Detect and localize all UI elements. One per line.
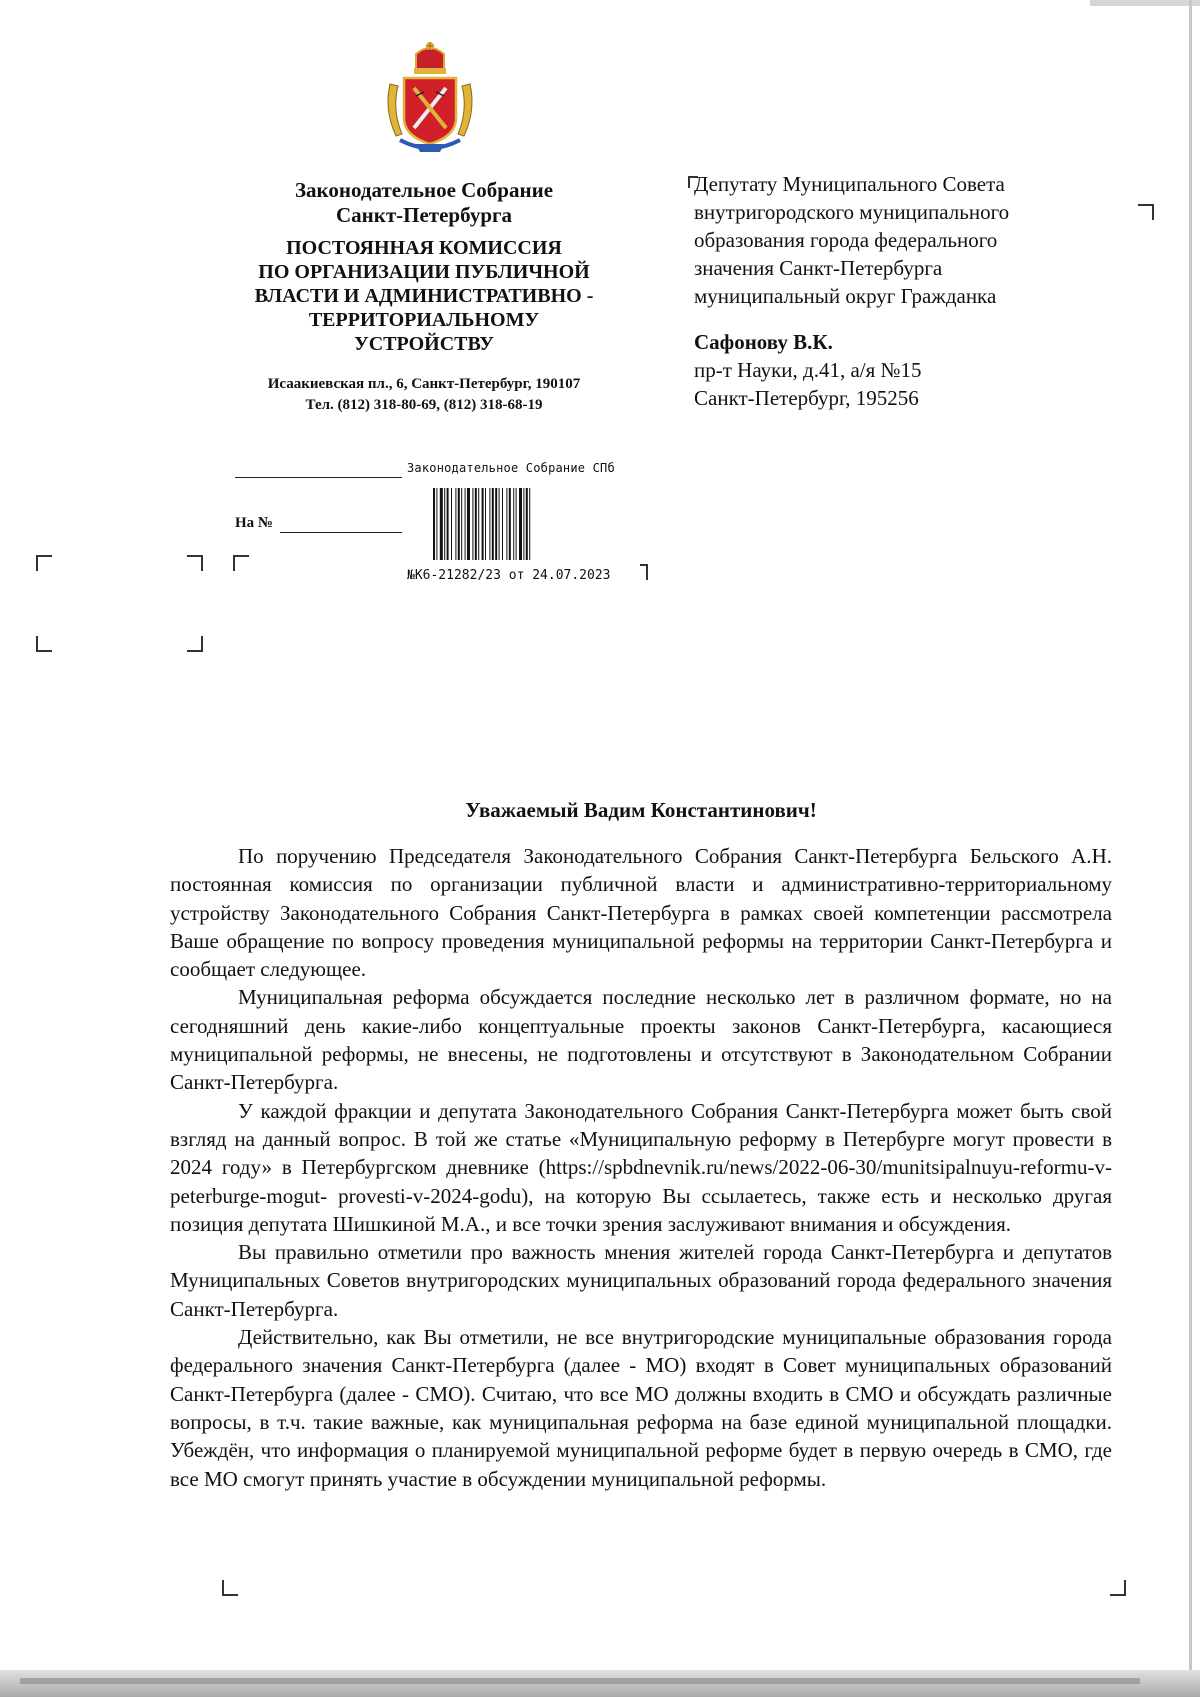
registration-stamp	[235, 455, 655, 595]
stamp-org-name: Законодательное Собрание СПб	[407, 461, 615, 475]
barcode-bar	[502, 488, 503, 560]
recipient-line: Депутату Муниципального Совета	[694, 172, 1005, 196]
barcode-bar	[516, 488, 517, 560]
crop-mark	[233, 555, 249, 571]
body-paragraph: По поручению Председателя Законодательного Собрания Санкт-Петербурга Бельского А.Н. постоянная комиссия по организации публичной власти и административно-территориальному устройству Законодательного Собрания Санкт-Петербурга в рамках своей компетенции рассмотрела Ваше обращение по вопросу проведения муниципальной реформы на территории Санкт-Петербурга и сообщает следующее.	[170, 844, 1112, 982]
barcode-bar	[467, 488, 470, 560]
salutation: Уважаемый Вадим Константинович!	[465, 798, 817, 822]
barcode-bar	[485, 488, 486, 560]
barcode-bar	[513, 488, 514, 560]
barcode-bar	[489, 488, 490, 560]
barcode-bar	[465, 488, 466, 560]
barcode-bar	[506, 488, 507, 560]
letterhead-phones: Тел. (812) 318-80-69, (812) 318-68-19	[305, 397, 543, 413]
letterhead-org-city: Санкт-Петербурга	[335, 203, 513, 227]
barcode-bar	[440, 488, 443, 560]
crop-mark	[36, 555, 52, 571]
commission-line: ВЛАСТИ И АДМИНИСТРАТИВНО -	[254, 285, 594, 307]
body-paragraph: Муниципальная реформа обсуждается последние несколько лет в различном формате, но на сегодняшний день какие-либо концептуальные проекты законов Санкт-Петербурга, касающиеся муниципальной реформы, не внесены, не подготовлены и отсутствуют в Законодательном Собрании Санкт-Петербурга.	[170, 985, 1112, 1095]
crop-mark	[187, 555, 203, 571]
barcode-bar	[523, 488, 524, 560]
crop-mark	[187, 636, 203, 652]
crop-mark	[36, 636, 52, 652]
barcode-bar	[472, 488, 473, 560]
recipient-line: внутригородского муниципального	[694, 200, 1010, 224]
reference-number-label: На №	[235, 515, 273, 531]
barcode-bar	[492, 488, 494, 560]
scan-edge-top	[1090, 0, 1200, 6]
barcode-bar	[499, 488, 500, 560]
barcode-bar	[509, 488, 511, 560]
letterhead-contacts	[228, 374, 620, 416]
scan-edge-right	[1189, 0, 1192, 1697]
recipient-address: пр-т Науки, д.41, а/я №15	[694, 358, 922, 382]
reference-number-line	[280, 532, 402, 533]
barcode-bar	[451, 488, 452, 560]
letter-body	[170, 842, 1112, 1493]
barcode-bar	[495, 488, 497, 560]
barcode-bar	[461, 488, 462, 560]
barcode-bar	[475, 488, 477, 560]
recipient-city: Санкт-Петербург, 195256	[694, 386, 919, 410]
barcode-bar	[433, 488, 435, 560]
outgoing-number-line	[235, 477, 402, 478]
barcode-bar	[447, 488, 449, 560]
letterhead-address: Исаакиевская пл., 6, Санкт-Петербург, 190107	[267, 376, 581, 392]
commission-line: УСТРОЙСТВУ	[354, 333, 494, 355]
barcode	[432, 488, 604, 560]
body-paragraph: Вы правильно отметили про важность мнения жителей города Санкт-Петербурга и депутатов Муниципальных Советов внутригородских муниципальных образований города федерального значения Санкт-Петербурга.	[170, 1240, 1112, 1321]
body-paragraph: Действительно, как Вы отметили, не все внутригородские муниципальные образования города федерального значения Санкт-Петербурга (далее - МО) входят в Совет муниципальных образований Санкт-Петербурга (далее - СМО). Считаю, что все МО должны входить в СМО и обсуждать различные вопросы, в т.ч. такие важные, как муниципальная реформа на базе единой муниципальной площадки. Убеждён, что информация о планируемой муниципальной реформе будет в первую очередь в СМО, где все МО смогут принять участие в обсуждении муниципальной реформы.	[170, 1325, 1112, 1491]
sender-letterhead	[228, 178, 620, 416]
crop-mark	[1110, 1580, 1126, 1596]
commission-line: ПОСТОЯННАЯ КОМИССИЯ	[286, 237, 562, 259]
barcode-bar	[455, 488, 456, 560]
barcode-bar	[519, 488, 522, 560]
commission-line: ПО ОРГАНИЗАЦИИ ПУБЛИЧНОЙ	[258, 261, 590, 283]
barcode-bar	[529, 488, 530, 560]
barcode-bar	[478, 488, 479, 560]
recipient-line: образования города федерального	[694, 228, 998, 252]
commission-line: ТЕРРИТОРИАЛЬНОМУ	[308, 309, 540, 331]
recipient-name: Сафонову В.К.	[694, 330, 833, 354]
recipient-line: муниципальный округ Гражданка	[694, 284, 997, 308]
letterhead-commission	[228, 236, 620, 356]
letterhead-org-name: Законодательное Собрание	[294, 178, 554, 202]
recipient-line: значения Санкт-Петербурга	[694, 256, 943, 280]
crop-mark	[640, 564, 648, 580]
scan-edge-bottom	[0, 1670, 1200, 1697]
recipient-corner-mark	[1138, 204, 1154, 220]
barcode-bar	[526, 488, 528, 560]
body-paragraph: У каждой фракции и депутата Законодательного Собрания Санкт-Петербурга может быть свой взгляд на данный вопрос. В той же статье «Муниципальную реформу в Петербурге могут провести в 2024 году» в Петербургском дневнике (https://spbdnevnik.ru/news/2022-06-30/munitsipalnuyu-reformu-v-peterburge-mogut- provesti-v-2024-godu), на которую Вы ссылаетесь, также есть и несколько другая позиция депутата Шишкиной М.А., и все точки зрения заслуживают внимания и обсуждения.	[170, 1098, 1112, 1236]
barcode-bar	[444, 488, 445, 560]
coat-of-arms-emblem	[386, 40, 474, 156]
barcode-bar	[458, 488, 460, 560]
registration-number: №К6-21282/23 от 24.07.2023	[407, 568, 611, 583]
recipient-block	[694, 170, 1114, 412]
crop-mark	[222, 1580, 238, 1596]
barcode-bar	[482, 488, 484, 560]
barcode-bar	[436, 488, 437, 560]
